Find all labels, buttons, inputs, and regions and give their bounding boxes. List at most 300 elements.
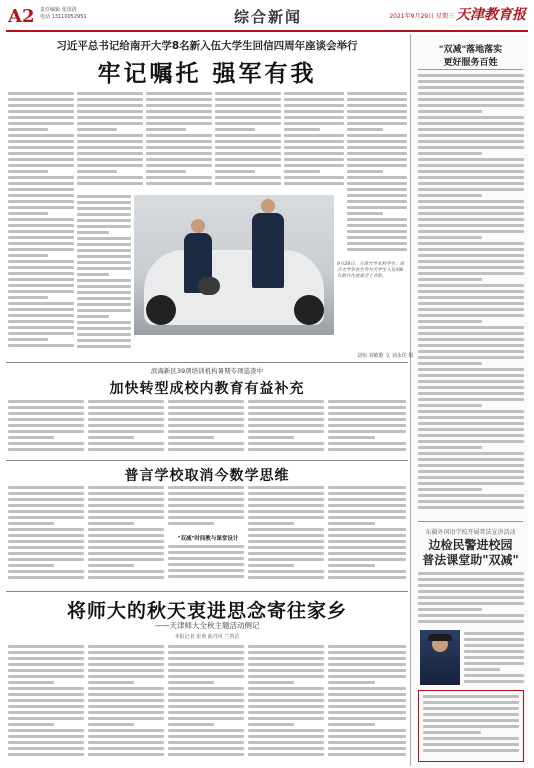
- text-line: [418, 596, 524, 599]
- text-line: [88, 729, 164, 732]
- text-line: [284, 182, 344, 185]
- text-line: [88, 705, 164, 708]
- text-line: [88, 657, 164, 660]
- text-line: [215, 134, 281, 137]
- text-line: [328, 492, 406, 495]
- text-line: [328, 735, 406, 738]
- text-line: [77, 170, 117, 173]
- text-line: [168, 575, 244, 578]
- text-line: [418, 578, 524, 581]
- newspaper-logo: 天津教育报: [456, 7, 526, 23]
- text-line: [146, 152, 212, 155]
- editorial-box: [418, 690, 524, 762]
- text-line: [248, 522, 294, 525]
- text-line: [88, 448, 164, 451]
- text-line: [8, 699, 84, 702]
- text-line: [8, 657, 84, 660]
- text-line: [418, 218, 524, 221]
- text-line: [248, 424, 324, 427]
- editors-info: [40, 7, 87, 21]
- text-line: [248, 442, 324, 445]
- text-line: [347, 92, 407, 95]
- text-line: [77, 98, 143, 101]
- text-line: [248, 663, 324, 666]
- text-line: [8, 705, 84, 708]
- right-sub-kicker: 东疆外国语学校开展普法宣讲活动: [425, 529, 516, 536]
- text-line: [168, 406, 244, 409]
- text-line: [248, 400, 324, 403]
- right-kicker: "双减"落地落实: [438, 45, 503, 55]
- text-line: [248, 504, 324, 507]
- text-line: [328, 675, 406, 678]
- text-line: [328, 558, 406, 561]
- text-line: [248, 711, 324, 714]
- text-line: [418, 314, 524, 317]
- text-line: [328, 576, 406, 579]
- text-line: [8, 194, 74, 197]
- text-line: [464, 668, 500, 671]
- text-line: [248, 729, 324, 732]
- text-line: [8, 498, 84, 501]
- text-line: [418, 464, 524, 467]
- text-line: [8, 230, 74, 233]
- text-line: [77, 291, 131, 294]
- text-line: [8, 224, 74, 227]
- editorial-box-text: [423, 695, 519, 757]
- text-line: [8, 504, 84, 507]
- text-line: [418, 158, 524, 161]
- text-line: [88, 516, 164, 519]
- text-line: [418, 104, 524, 107]
- text-line: [248, 699, 324, 702]
- article4-body-col5: [328, 645, 406, 763]
- article4-body-col4: [248, 645, 324, 763]
- text-line: [418, 278, 482, 281]
- masthead-rule: [6, 30, 528, 32]
- text-line: [8, 200, 74, 203]
- text-line: [423, 737, 519, 740]
- text-line: [284, 140, 344, 143]
- text-line: [88, 504, 164, 507]
- text-line: [8, 302, 74, 305]
- text-line: [418, 92, 524, 95]
- divider: [6, 362, 408, 363]
- text-line: [8, 729, 84, 732]
- text-line: [284, 92, 344, 95]
- text-line: [88, 645, 164, 648]
- text-line: [8, 406, 84, 409]
- text-line: [8, 290, 74, 293]
- text-line: [418, 488, 482, 491]
- article4-subhead: ——天津师大全秋主题活动侧记: [154, 621, 260, 630]
- text-line: [248, 546, 324, 549]
- text-line: [328, 741, 406, 744]
- text-line: [418, 248, 524, 251]
- text-line: [328, 651, 406, 654]
- text-line: [8, 436, 54, 439]
- text-line: [418, 584, 524, 587]
- text-line: [88, 546, 164, 549]
- text-line: [423, 695, 519, 698]
- text-line: [284, 176, 344, 179]
- text-line: [168, 717, 244, 720]
- text-line: [418, 134, 524, 137]
- article3-body-col3b: [168, 545, 244, 586]
- text-line: [8, 164, 74, 167]
- text-line: [88, 510, 164, 513]
- text-line: [146, 146, 212, 149]
- text-line: [418, 224, 524, 227]
- text-line: [77, 297, 131, 300]
- text-line: [168, 675, 244, 678]
- text-line: [8, 278, 74, 281]
- text-line: [88, 400, 164, 403]
- text-line: [77, 327, 131, 330]
- text-line: [8, 528, 84, 531]
- text-line: [88, 693, 164, 696]
- text-line: [418, 236, 482, 239]
- text-line: [8, 448, 84, 451]
- text-line: [146, 122, 212, 125]
- text-line: [418, 212, 524, 215]
- text-line: [328, 448, 406, 451]
- text-line: [215, 116, 281, 119]
- text-line: [347, 164, 407, 167]
- text-line: [88, 406, 164, 409]
- text-line: [77, 219, 131, 222]
- text-line: [168, 516, 244, 519]
- text-line: [418, 350, 524, 353]
- text-line: [284, 152, 344, 155]
- text-line: [8, 332, 74, 335]
- text-line: [168, 400, 244, 403]
- text-line: [146, 128, 186, 131]
- text-line: [248, 753, 324, 756]
- text-line: [77, 110, 143, 113]
- text-line: [464, 662, 524, 665]
- text-line: [328, 711, 406, 714]
- text-line: [418, 320, 482, 323]
- text-line: [418, 188, 524, 191]
- text-line: [146, 98, 212, 101]
- text-line: [284, 122, 344, 125]
- text-line: [77, 231, 109, 234]
- column-divider: [410, 34, 411, 766]
- text-line: [77, 237, 131, 240]
- text-line: [328, 723, 375, 726]
- text-line: [77, 158, 143, 161]
- text-line: [418, 338, 524, 341]
- text-line: [8, 570, 84, 573]
- text-line: [215, 140, 281, 143]
- text-line: [418, 380, 524, 383]
- text-line: [418, 296, 524, 299]
- text-line: [8, 400, 84, 403]
- text-line: [418, 362, 482, 365]
- divider: [6, 591, 408, 592]
- article2-body-col5: [328, 400, 406, 455]
- text-line: [418, 500, 524, 503]
- text-line: [8, 546, 84, 549]
- text-line: [284, 134, 344, 137]
- article1-body-col3: [146, 92, 212, 192]
- text-line: [248, 741, 324, 744]
- text-line: [418, 332, 524, 335]
- text-line: [168, 545, 244, 548]
- article4-byline: 本报记者 张黄 曲丹风 兰鲁洁: [174, 634, 240, 640]
- text-line: [248, 540, 324, 543]
- text-line: [8, 558, 84, 561]
- text-line: [168, 651, 244, 654]
- text-line: [8, 218, 74, 221]
- right-sub-headline: 边检民警进校园 普法课堂助"双减": [422, 538, 519, 567]
- text-line: [248, 651, 324, 654]
- text-line: [423, 719, 519, 722]
- text-line: [347, 110, 407, 113]
- text-line: [88, 486, 164, 489]
- text-line: [77, 140, 143, 143]
- text-line: [418, 416, 524, 419]
- text-line: [8, 747, 84, 750]
- text-line: [8, 442, 84, 445]
- text-line: [248, 486, 324, 489]
- text-line: [146, 164, 212, 167]
- text-line: [418, 200, 524, 203]
- text-line: [168, 510, 244, 513]
- text-line: [418, 284, 524, 287]
- text-line: [88, 534, 164, 537]
- text-line: [328, 564, 375, 567]
- text-line: [284, 128, 320, 131]
- text-line: [168, 711, 244, 714]
- text-line: [418, 476, 524, 479]
- text-line: [347, 98, 407, 101]
- text-line: [215, 164, 281, 167]
- text-line: [77, 243, 131, 246]
- article3-body-col3a: [168, 486, 244, 530]
- article2-body-col3: [168, 400, 244, 455]
- article3-body-col2: [88, 486, 164, 586]
- text-line: [464, 680, 524, 683]
- text-line: [8, 140, 74, 143]
- text-line: [8, 158, 74, 161]
- text-line: [77, 285, 131, 288]
- text-line: [215, 158, 281, 161]
- text-line: [168, 657, 244, 660]
- text-line: [347, 206, 407, 209]
- text-line: [8, 266, 74, 269]
- text-line: [328, 400, 406, 403]
- text-line: [8, 735, 84, 738]
- masthead: [0, 0, 534, 32]
- text-line: [8, 412, 84, 415]
- text-line: [328, 657, 406, 660]
- text-line: [77, 176, 143, 179]
- text-line: [168, 557, 244, 560]
- text-line: [423, 701, 519, 704]
- text-line: [418, 290, 524, 293]
- text-line: [347, 152, 407, 155]
- text-line: [8, 693, 84, 696]
- text-line: [347, 176, 407, 179]
- text-line: [77, 249, 131, 252]
- text-line: [328, 406, 406, 409]
- photo-caption: 9月28日，天津大学本科学生、南开大学毕业生等与大学生入伍的8名新兵在座谈会上合影。: [337, 262, 405, 279]
- text-line: [248, 436, 294, 439]
- text-line: [168, 693, 244, 696]
- divider: [418, 69, 523, 70]
- text-line: [248, 681, 294, 684]
- text-line: [88, 735, 164, 738]
- text-line: [168, 498, 244, 501]
- text-line: [8, 116, 74, 119]
- text-line: [328, 570, 406, 573]
- text-line: [418, 494, 524, 497]
- text-line: [418, 122, 524, 125]
- text-line: [8, 284, 74, 287]
- text-line: [418, 368, 524, 371]
- text-line: [168, 747, 244, 750]
- right-body-1: [418, 74, 524, 514]
- text-line: [418, 434, 524, 437]
- text-line: [8, 663, 84, 666]
- text-line: [8, 314, 74, 317]
- text-line: [418, 326, 524, 329]
- text-line: [168, 723, 214, 726]
- text-line: [248, 717, 324, 720]
- text-line: [8, 128, 48, 131]
- text-line: [168, 442, 244, 445]
- text-line: [146, 158, 212, 161]
- text-line: [248, 693, 324, 696]
- text-line: [8, 242, 74, 245]
- text-line: [77, 339, 131, 342]
- text-line: [88, 669, 164, 672]
- text-line: [88, 687, 164, 690]
- text-line: [328, 747, 406, 750]
- text-line: [328, 717, 406, 720]
- text-line: [347, 170, 383, 173]
- phone-line: 电话 13110052951: [40, 14, 87, 20]
- text-line: [168, 412, 244, 415]
- text-line: [347, 224, 407, 227]
- text-line: [168, 729, 244, 732]
- text-line: [168, 551, 244, 554]
- text-line: [347, 242, 407, 245]
- text-line: [168, 705, 244, 708]
- text-line: [248, 645, 324, 648]
- right-headline: 更好服务百姓: [443, 58, 498, 68]
- text-line: [215, 92, 281, 95]
- text-line: [77, 146, 143, 149]
- text-line: [347, 200, 407, 203]
- text-line: [347, 194, 407, 197]
- text-line: [88, 552, 164, 555]
- text-line: [215, 110, 281, 113]
- text-line: [8, 645, 84, 648]
- text-line: [418, 230, 524, 233]
- text-line: [88, 753, 164, 756]
- text-line: [77, 134, 143, 137]
- text-line: [88, 412, 164, 415]
- text-line: [423, 743, 519, 746]
- text-line: [347, 218, 407, 221]
- text-line: [88, 540, 164, 543]
- text-line: [284, 104, 344, 107]
- text-line: [8, 92, 74, 95]
- text-line: [77, 116, 143, 119]
- text-line: [8, 320, 74, 323]
- text-line: [168, 492, 244, 495]
- text-line: [77, 195, 131, 198]
- text-line: [423, 749, 519, 752]
- text-line: [77, 182, 143, 185]
- text-line: [347, 182, 407, 185]
- text-line: [418, 392, 524, 395]
- text-line: [248, 534, 324, 537]
- article2-body-col1: [8, 400, 84, 455]
- article1-body-col5: [284, 92, 344, 192]
- text-line: [88, 442, 164, 445]
- text-line: [8, 182, 74, 185]
- text-line: [77, 261, 131, 264]
- text-line: [8, 669, 84, 672]
- article3-body-col1: [8, 486, 84, 586]
- text-line: [88, 651, 164, 654]
- text-line: [464, 644, 524, 647]
- text-line: [347, 212, 383, 215]
- text-line: [328, 486, 406, 489]
- text-line: [418, 182, 524, 185]
- text-line: [248, 687, 324, 690]
- text-line: [8, 552, 84, 555]
- text-line: [248, 570, 324, 573]
- text-line: [328, 753, 406, 756]
- text-line: [8, 430, 84, 433]
- text-line: [8, 534, 84, 537]
- issue-date: 2021年9月29日 星期三: [389, 13, 454, 20]
- text-line: [8, 717, 84, 720]
- text-line: [8, 146, 74, 149]
- text-line: [8, 152, 74, 155]
- text-line: [418, 308, 524, 311]
- text-line: [77, 345, 131, 348]
- text-line: [248, 498, 324, 501]
- text-line: [8, 741, 84, 744]
- text-line: [328, 540, 406, 543]
- article3-subhead: "双减"时间教与课堂设计: [177, 536, 239, 542]
- text-line: [77, 122, 143, 125]
- text-line: [215, 98, 281, 101]
- text-line: [328, 552, 406, 555]
- text-line: [168, 663, 244, 666]
- article1-body-col2b: [77, 195, 131, 352]
- text-line: [168, 569, 244, 572]
- text-line: [88, 711, 164, 714]
- text-line: [8, 753, 84, 756]
- text-line: [328, 546, 406, 549]
- text-line: [464, 632, 524, 635]
- text-line: [8, 308, 74, 311]
- text-line: [77, 201, 131, 204]
- text-line: [8, 424, 84, 427]
- text-line: [8, 236, 74, 239]
- text-line: [8, 296, 48, 299]
- text-line: [418, 128, 524, 131]
- article2-kicker: 滨海新区39项培训机构暑期专项巡查中: [150, 367, 264, 375]
- text-line: [77, 315, 109, 318]
- text-line: [8, 540, 84, 543]
